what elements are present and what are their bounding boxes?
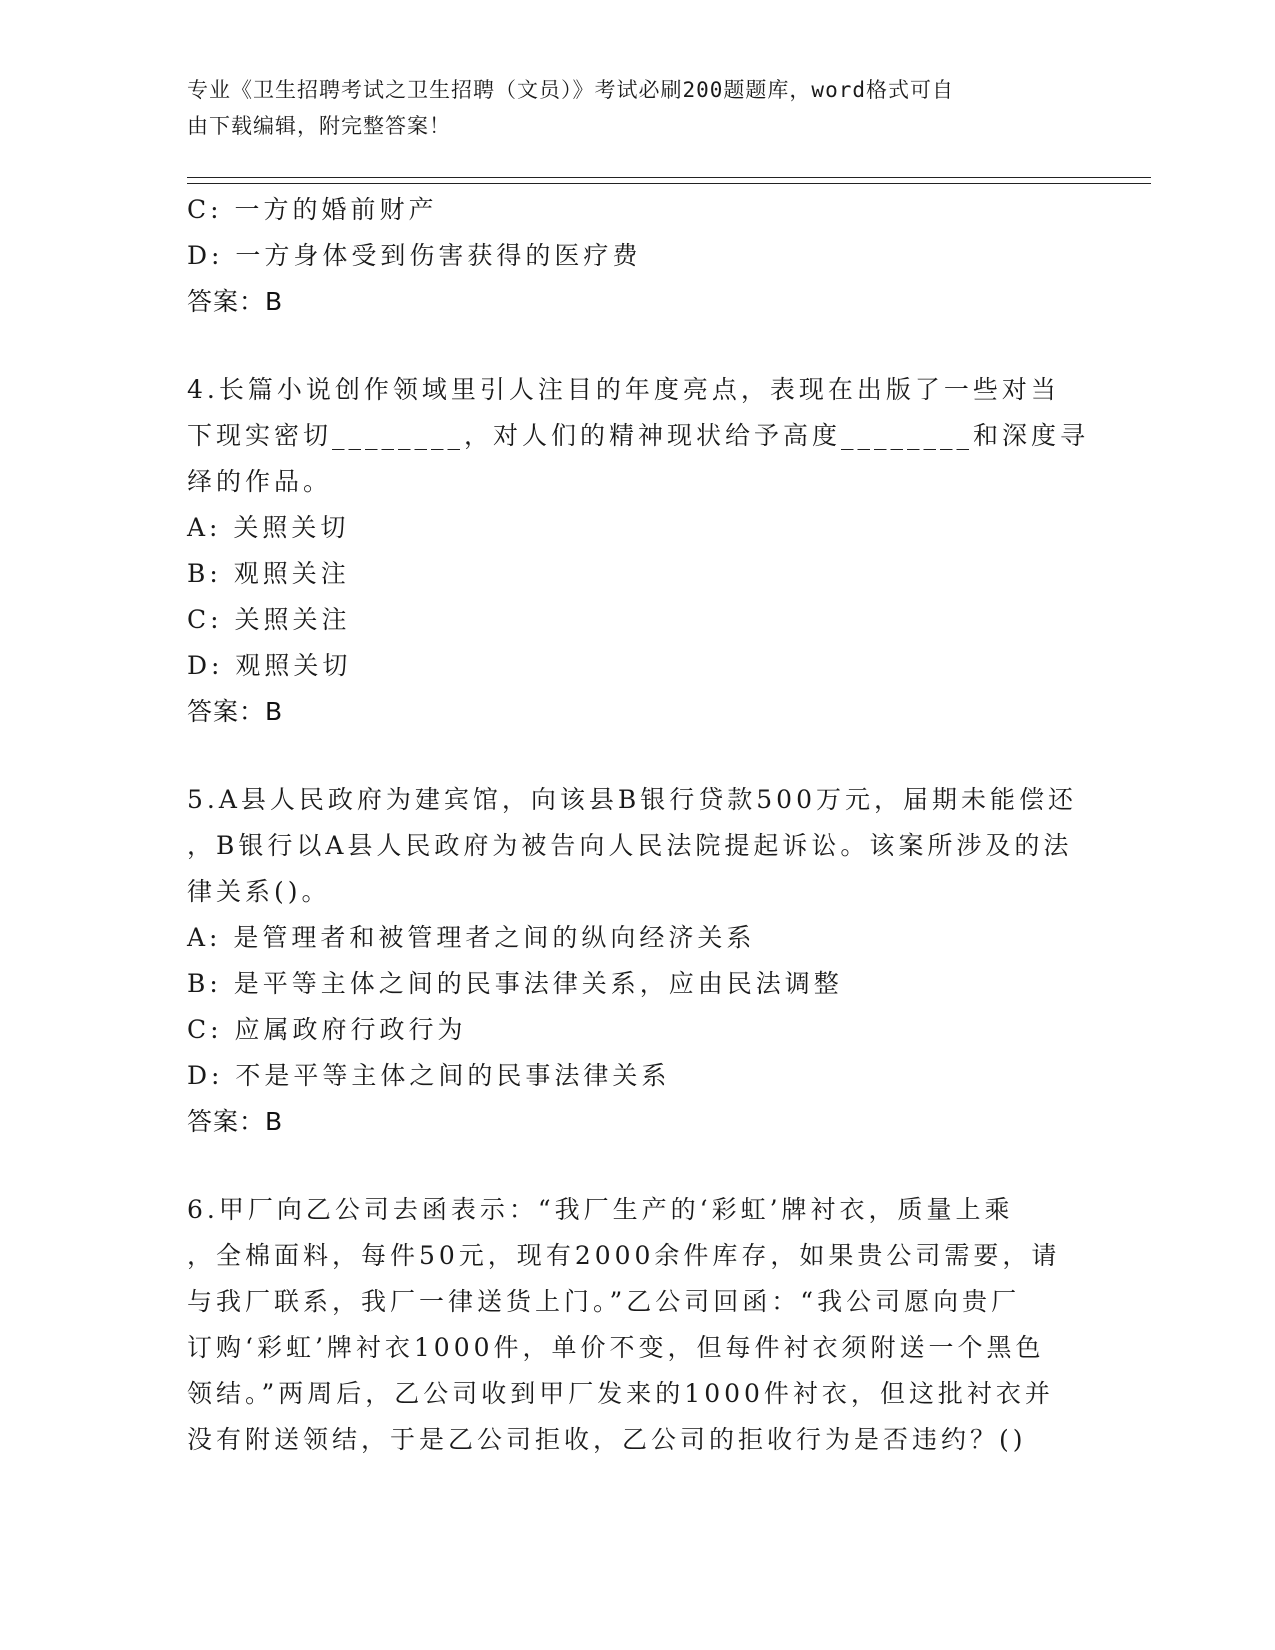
option-a: A: 关照关切: [187, 513, 350, 542]
question-stem: 5.A县人民政府为建宾馆，向该县B银行贷款500万元，届期未能偿还: [187, 785, 1077, 814]
question-stem: 领结。”两周后，乙公司收到甲厂发来的1000件衬衣，但这批衬衣并: [187, 1379, 1054, 1408]
question-6: [187, 1187, 1087, 1463]
question-stem: ，全棉面料，每件50元，现有2000余件库存，如果贵公司需要，请: [187, 1241, 1061, 1270]
question-stem: 律关系()。: [187, 877, 331, 906]
question-stem: 没有附送领结，于是乙公司拒收，乙公司的拒收行为是否违约？(): [187, 1425, 1027, 1454]
header-line: 由下载编辑，附完整答案！: [187, 114, 451, 138]
question-3-tail: [187, 187, 1087, 325]
question-stem: ，B银行以A县人民政府为被告向人民法院提起诉讼。该案所涉及的法: [187, 831, 1073, 860]
question-stem: 绎的作品。: [187, 467, 333, 496]
question-stem: 6.甲厂向乙公司去函表示：“我厂生产的‘彩虹’牌衬衣，质量上乘: [187, 1195, 1014, 1224]
option-a: A: 是管理者和被管理者之间的纵向经济关系: [187, 923, 756, 952]
option-b: B: 观照关注: [187, 559, 350, 588]
option-c: C: 关照关注: [187, 605, 351, 634]
option-b: B: 是平等主体之间的民事法律关系，应由民法调整: [187, 969, 843, 998]
question-4: [187, 367, 1090, 735]
question-list: [187, 187, 1090, 1463]
header-divider: [187, 177, 1151, 178]
question-5: [187, 777, 1087, 1145]
option-c: C: 一方的婚前财产: [187, 195, 438, 224]
answer-line: 答案：B: [187, 697, 284, 726]
question-stem: 与我厂联系，我厂一律送货上门。”乙公司回函：“我公司愿向贵厂: [187, 1287, 1021, 1316]
option-d: D: 不是平等主体之间的民事法律关系: [187, 1061, 671, 1090]
question-stem: 下现实密切________，对人们的精神现状给予高度________和深度寻: [187, 421, 1090, 450]
question-stem: 4.长篇小说创作领域里引人注目的年度亮点，表现在出版了一些对当: [187, 375, 1060, 404]
question-stem: 订购‘彩虹’牌衬衣1000件，单价不变，但每件衬衣须附送一个黑色: [187, 1333, 1045, 1362]
option-c: C: 应属政府行政行为: [187, 1015, 467, 1044]
answer-line: 答案：B: [187, 1107, 284, 1136]
option-d: D: 一方身体受到伤害获得的医疗费: [187, 241, 642, 270]
header-line: 专业《卫生招聘考试之卫生招聘（文员）》考试必刷200题题库，word格式可自: [187, 78, 954, 102]
document-header: [187, 72, 1067, 144]
header-divider: [187, 183, 1151, 184]
answer-line: 答案：B: [187, 287, 284, 316]
option-d: D: 观照关切: [187, 651, 352, 680]
